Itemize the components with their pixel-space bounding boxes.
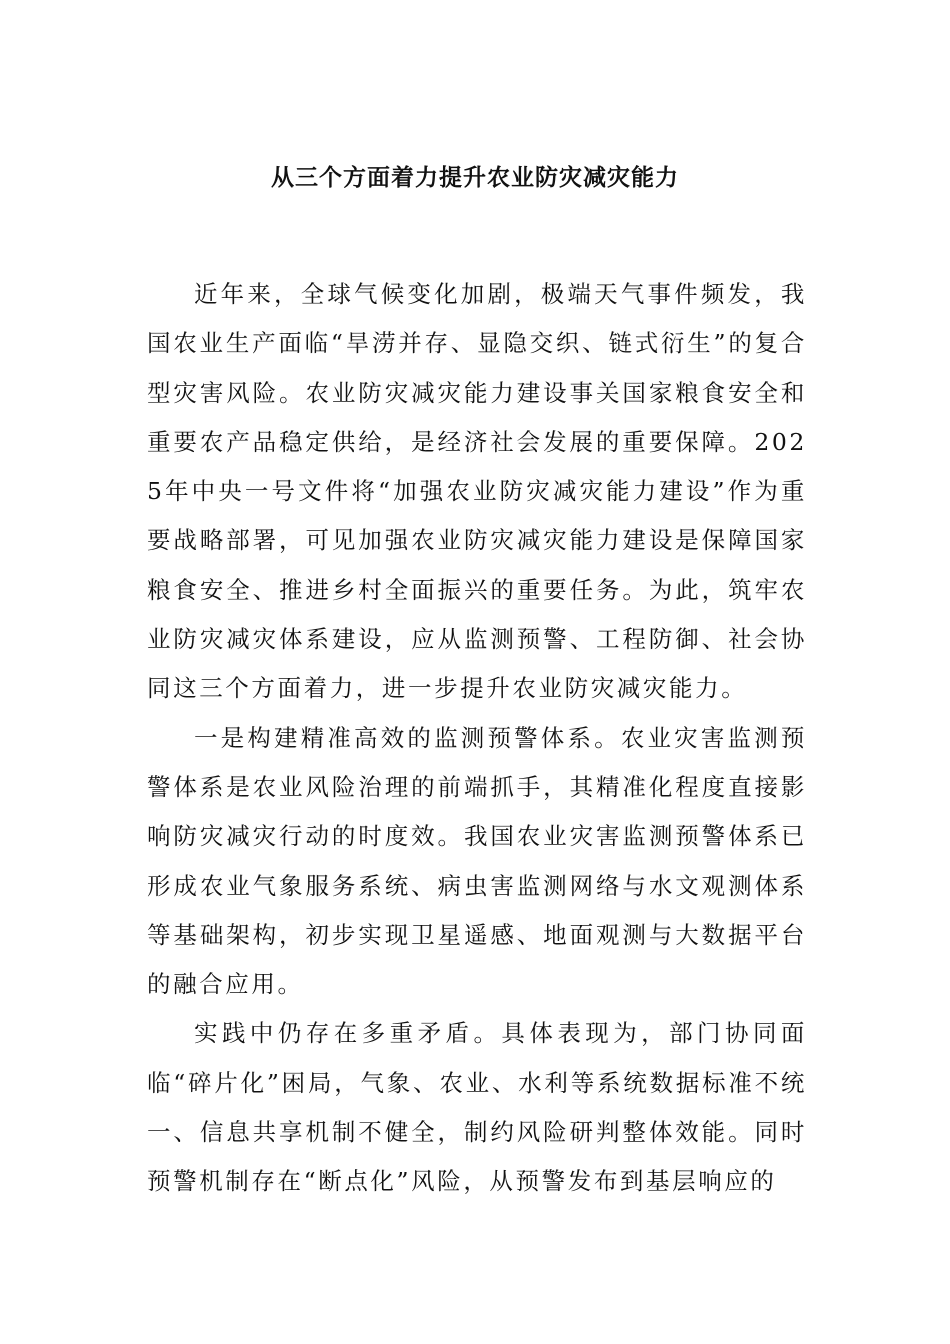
document-title: 从三个方面着力提升农业防灾减灾能力 [271,165,679,191]
paragraph-monitoring: 一是构建精准高效的监测预警体系。农业灾害监测预警体系是农业风险治理的前端抓手，其精准化程度直接影响防灾减灾行动的时度效。我国农业灾害监测预警体系已形成农业气象服务系统、病虫害监测网络与水文观测体系等基础架构，初步实现卫星遥感、地面观测与大数据平台的融合应用。 [147,723,807,999]
paragraph-contradictions: 实践中仍存在多重矛盾。具体表现为，部门协同面临“碎片化”困局，气象、农业、水利等系统数据标准不统一、信息共享机制不健全，制约风险研判整体效能。同时预警机制存在“断点化”风险，从预警发布到基层响应的 [147,1019,807,1196]
document-body [147,270,807,1207]
paragraph-intro: 近年来，全球气候变化加剧，极端天气事件频发，我国农业生产面临“旱涝并存、显隐交织、链式衍生”的复合型灾害风险。农业防灾减灾能力建设事关国家粮食安全和重要农产品稳定供给，是经济社会发展的重要保障。2025年中央一号文件将“加强农业防灾减灾能力建设”作为重要战略部署，可见加强农业防灾减灾能力建设是保障国家粮食安全、推进乡村全面振兴的重要任务。为此，筑牢农业防灾减灾体系建设，应从监测预警、工程防御、社会协同这三个方面着力，进一步提升农业防灾减灾能力。 [147,280,807,703]
